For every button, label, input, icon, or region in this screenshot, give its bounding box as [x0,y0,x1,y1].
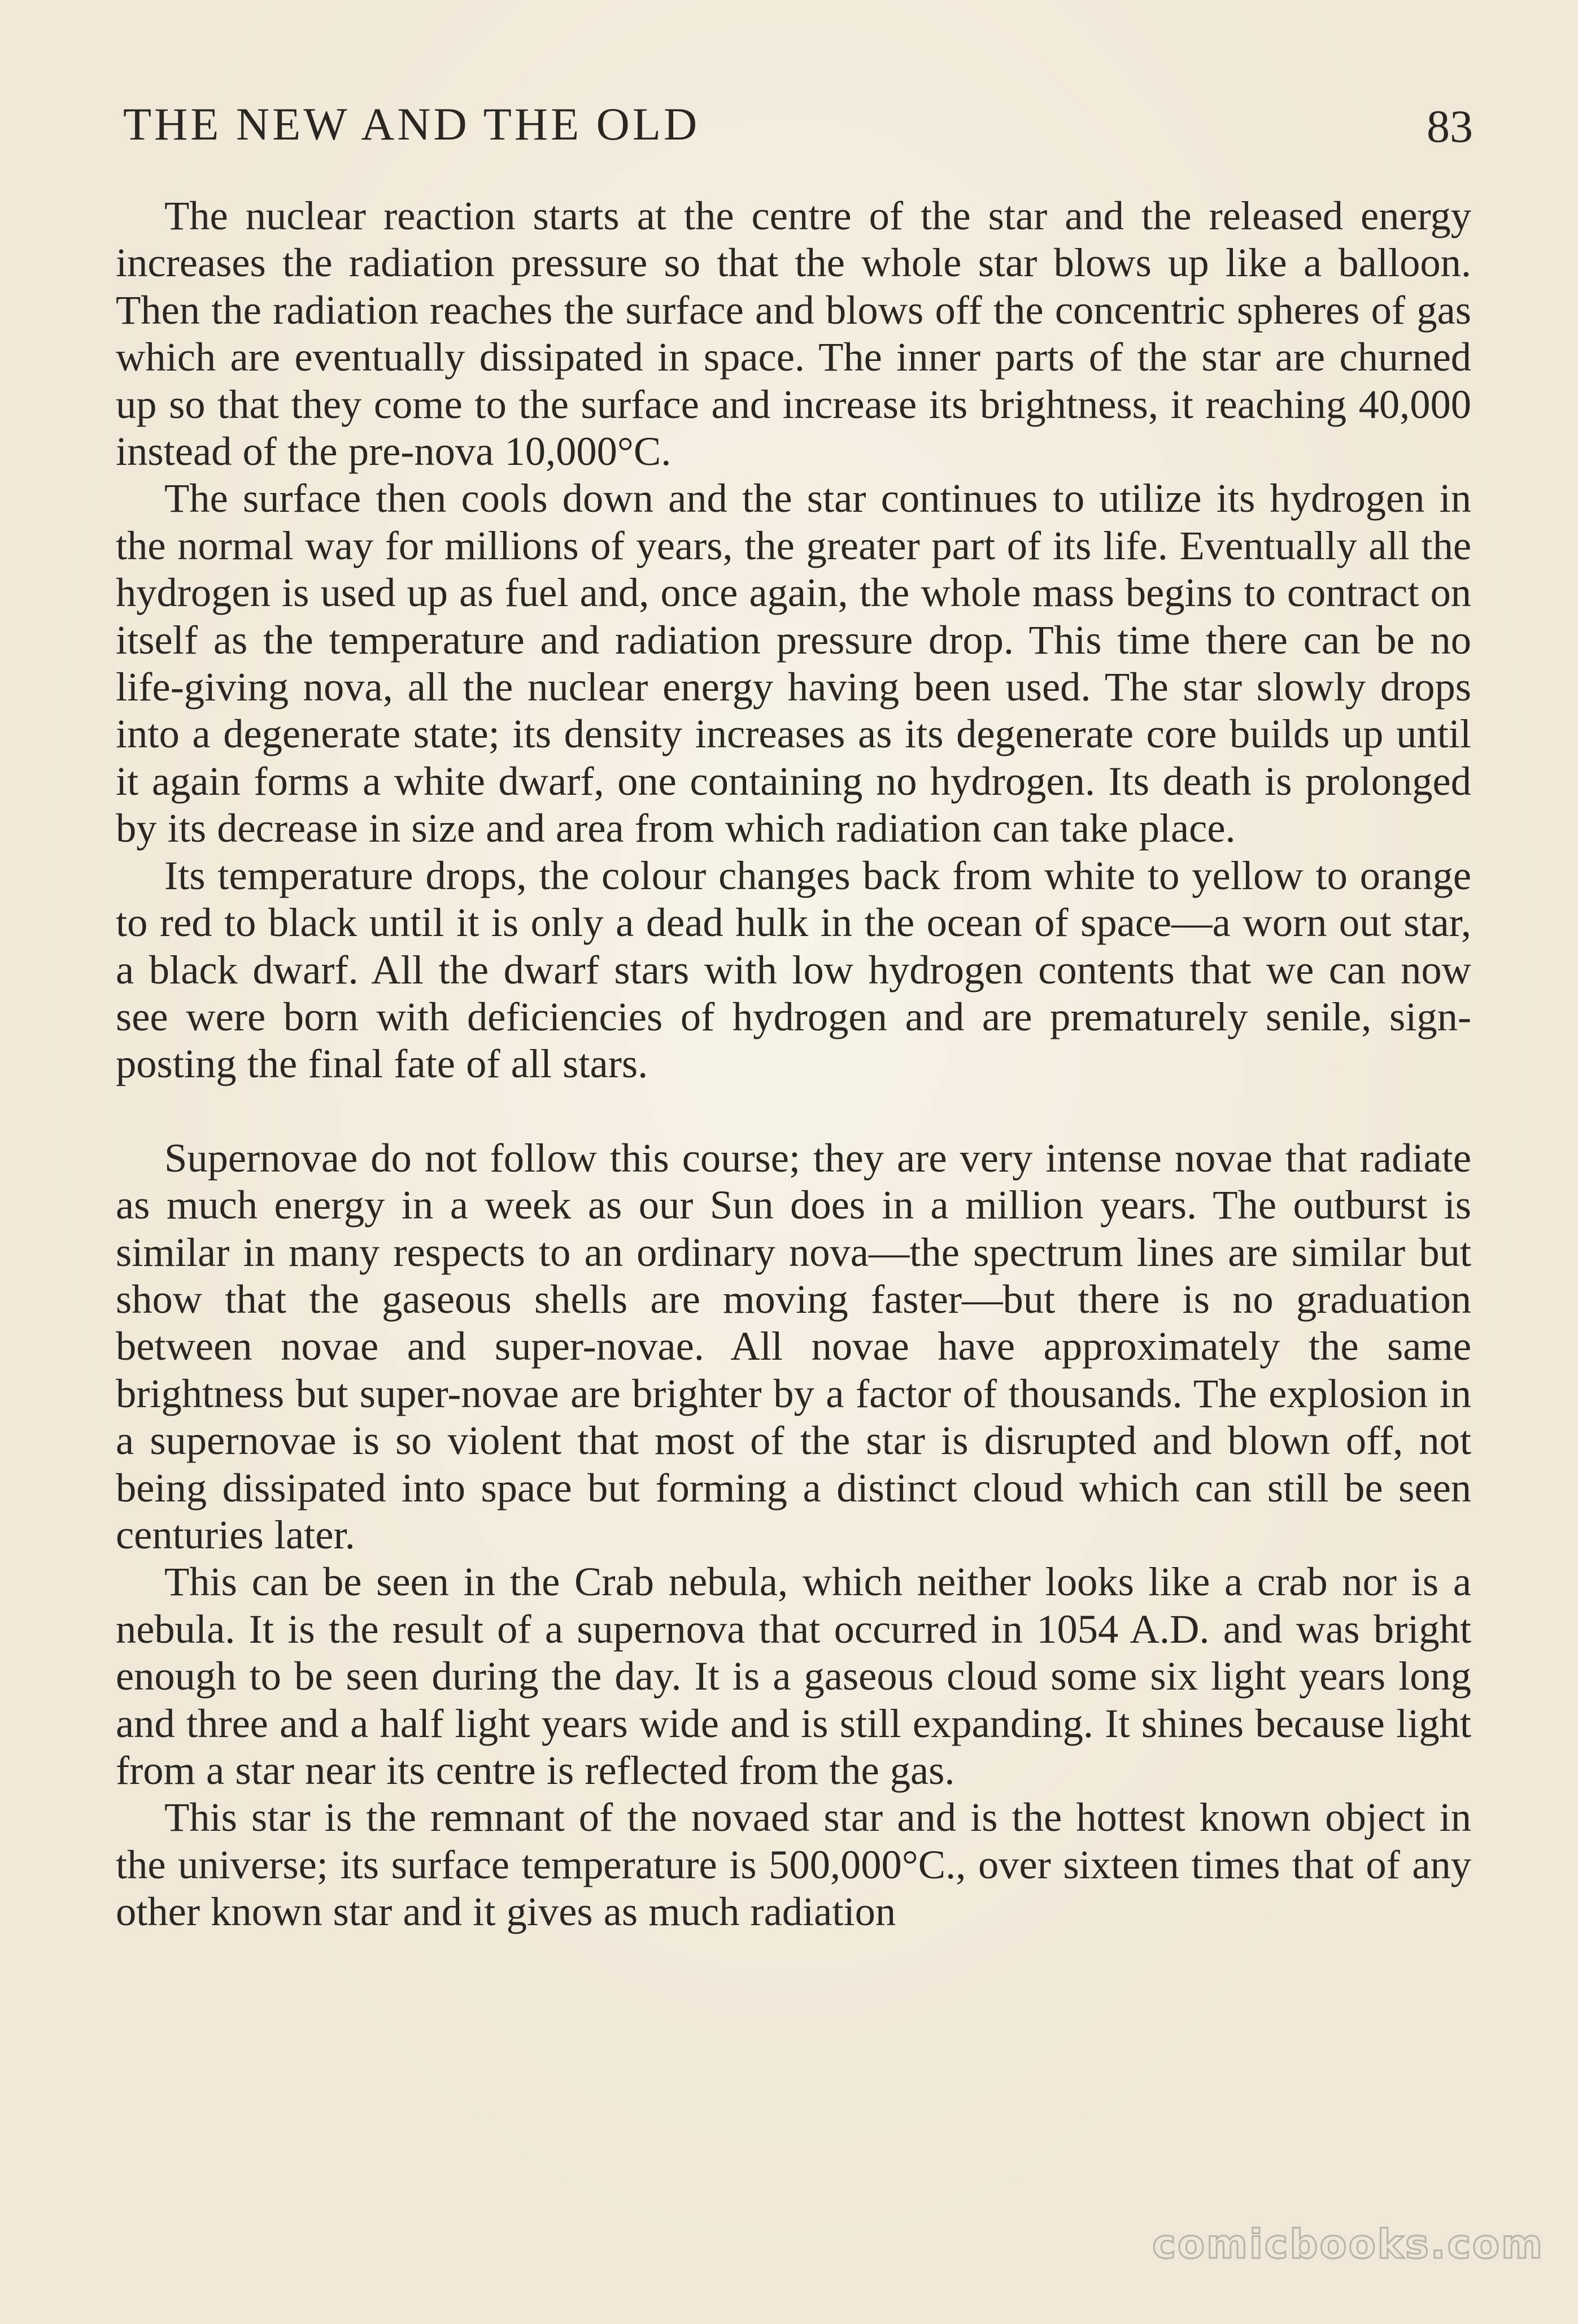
body-text [116,192,1471,1935]
page-header [123,96,1473,153]
paragraph-supernovae: Supernovae do not follow this course; they are very intense novae that radiate as much energy in a week as our Sun does in a million years. The outburst is similar in many respects to an ordinary nova—the spectrum lines are similar but show that the gaseous shells are moving faster—but there is no graduation between novae and super-novae. All novae have approximately the same brightness but super-novae are brighter by a factor of thousands. The explosion in a supernovae is so violent that most of the star is disrupted and blown off, not being dissipated into space but forming a distinct cloud which can still be seen centuries later. [116,1134,1471,1557]
watermark-logo: comicbooks.com [1152,2221,1544,2268]
paragraph-nuclear-reaction: The nuclear reaction starts at the centre of the star and the released energy increases the radiation pressure so that the whole star blows up like a balloon. Then the radiation reaches the surface and blows off the concentric spheres of gas which are eventually dissipated in space. The inner parts of the star are churned up so that they come to the surface and increase its brightness, it reaching 40,000 instead of the pre-nova 10,000°C. [116,193,1471,475]
page-number: 83 [1427,101,1473,152]
paragraph-remnant-star: This star is the remnant of the novaed star and is the hottest known object in the universe; its surface temperature is 500,000°C., over sixteen times that of any other known star and it gives as much radiation [116,1794,1471,1935]
paragraph-surface-cools: The surface then cools down and the star continues to utilize its hydrogen in the normal way for millions of years, the greater part of its life. Eventually all the hydrogen is used up as fuel and, once again, the whole mass begins to contract on itself as the temperature and radiation pressure drop. This time there can be no life-giving nova, all the nuclear energy having been used. The star slowly drops into a degenerate state; its density increases as its degenerate core builds up until it again forms a white dwarf, one containing no hydrogen. Its death is prolonged by its decrease in size and area from which radiation can take place. [116,475,1471,851]
paragraph-crab-nebula: This can be seen in the Crab nebula, which neither looks like a crab nor is a nebula. It is the result of a supernova that occurred in 1054 A.D. and was bright enough to be seen during the day. It is a gaseous cloud some six light years long and three and a half light years wide and is still expanding. It shines because light from a star near its centre is reflected from the gas. [116,1559,1471,1793]
running-title: THE NEW AND THE OLD [123,98,700,150]
paragraph-temperature-drops: Its temperature drops, the colour changes back from white to yellow to orange to red to black until it is only a dead hulk in the ocean of space—a worn out star, a black dwarf. All the dwarf stars with low hydrogen contents that we can now see were born with deficiencies of hydrogen and are prematurely senile, sign-posting the final fate of all stars. [116,852,1471,1087]
